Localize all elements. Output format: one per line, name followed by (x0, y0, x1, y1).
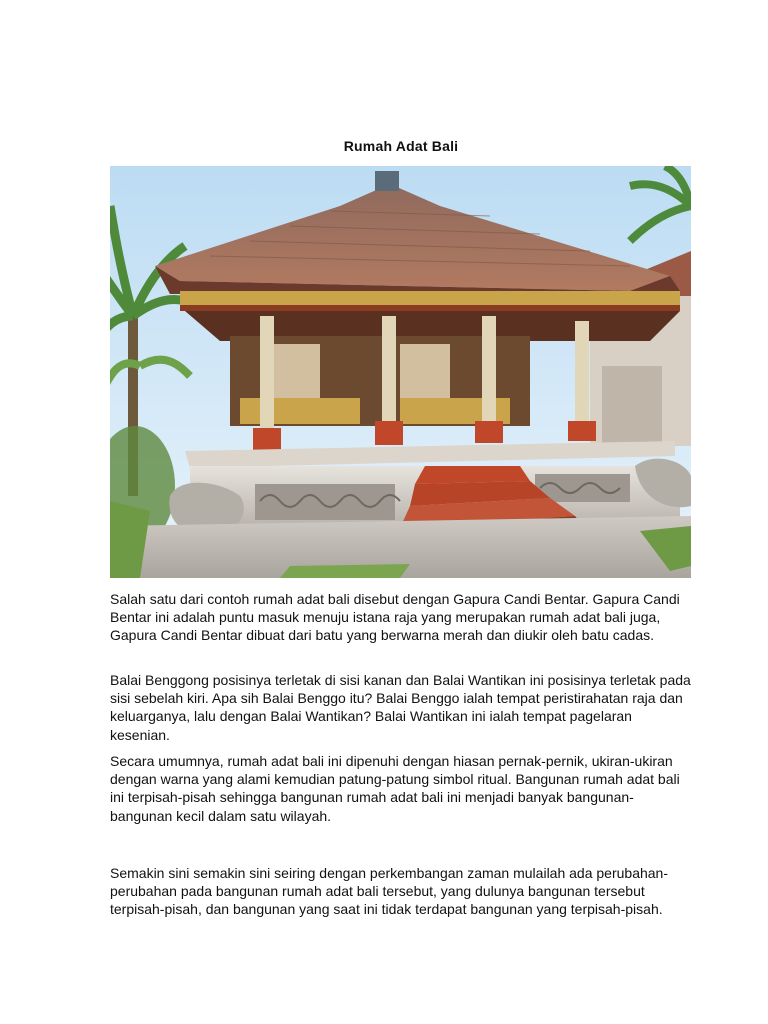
paragraph-text: Balai Benggong posisinya terletak di sisi kanan dan Balai Wantikan ini posisinya terletak pada sisi sebelah kiri. Apa sih Balai Benggo itu? Balai Benggo ialah tempat peristirahatan raja dan keluarganya, lalu dengan Balai Wantikan? Balai Wantikan ini ialah tempat pagelaran kesenian. (110, 672, 691, 743)
paragraph-text: Salah satu dari contoh rumah adat bali disebut dengan Gapura Candi Bentar. Gapura Candi Bentar ini adalah puntu masuk menuju istana raja yang merupakan rumah adat bali juga, Gapura Candi Bentar dibuat dari batu yang berwarna merah dan diukir oleh batu cadas. (110, 591, 680, 644)
paragraph-4 (110, 864, 694, 919)
paragraph-1 (110, 590, 694, 645)
page-title: Rumah Adat Bali (343, 138, 459, 154)
paragraph-2 (110, 671, 694, 744)
bali-house-photo (110, 166, 691, 578)
paragraph-text: Secara umumnya, rumah adat bali ini dipenuhi dengan hiasan pernak-pernik, ukiran-ukiran dengan warna yang alami kemudian patung-patung simbol ritual. Bangunan rumah adat bali ini terpisah-pisah sehingga bangunan rumah adat bali ini menjadi banyak bangunan-bangunan kecil dalam satu wilayah. (110, 753, 680, 824)
paragraph-text: Semakin sini semakin sini seiring dengan perkembangan zaman mulailah ada perubahan-perubahan pada bangunan rumah adat bali tersebut, yang dulunya bangunan tersebut terpisah-pisah, dan bangunan yang saat ini tidak terdapat bangunan yang terpisah-pisah. (110, 865, 668, 918)
paragraph-3 (110, 752, 694, 825)
